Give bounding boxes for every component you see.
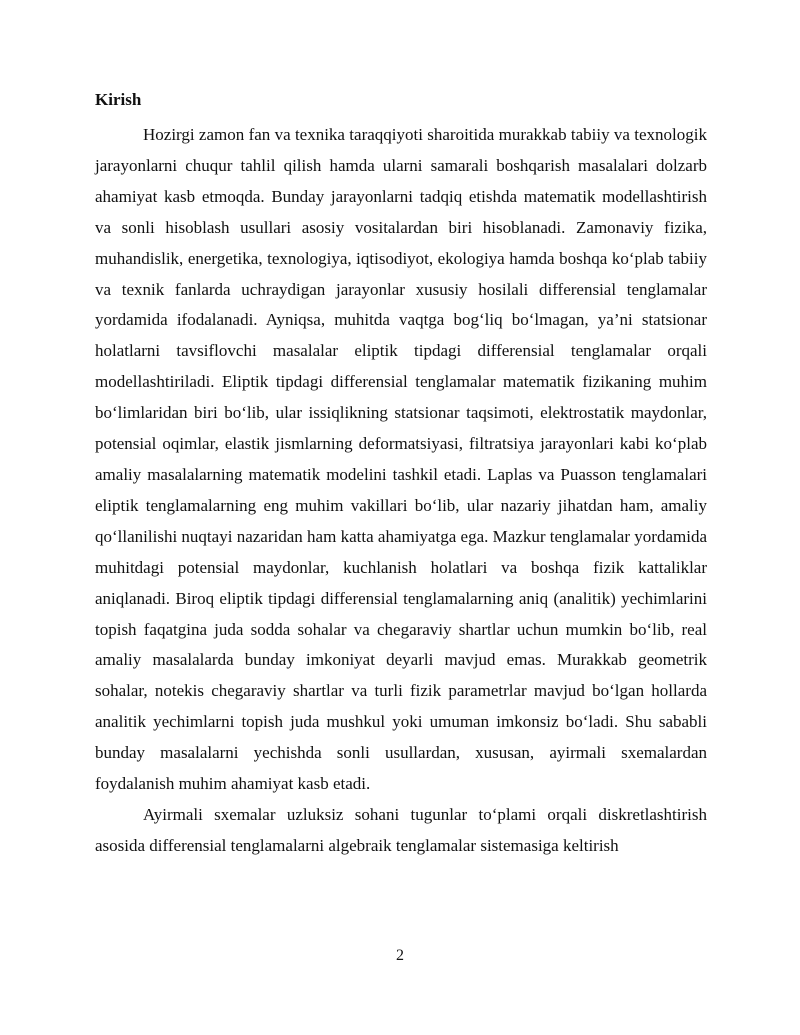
paragraph-1: Hozirgi zamon fan va texnika taraqqiyoti sharoitida murakkab tabiiy va texnologik jarayonlarni chuqur tahlil qilish hamda ularni samarali boshqarish masalalari dolzarb ahamiyat kasb etmoqda. Bunday jarayonlarni tadqiq etishda matematik modellashtirish va sonli hisoblash usullari asosiy vositalardan biri hisoblanadi. Zamonaviy fizika, muhandislik, energetika, texnologiya, iqtisodiyot, ekologiya hamda boshqa ko‘plab tabiiy va texnik fanlarda uchraydigan jarayonlar xususiy hosilali differensial tenglamalar yordamida ifodalanadi. Ayniqsa, muhitda vaqtga bog‘liq bo‘lmagan, ya’ni statsionar holatlarni tavsiflovchi masalalar eliptik tipdagi differensial tenglamalar orqali modellashtiriladi. Eliptik tipdagi differensial tenglamalar matematik fizikaning muhim bo‘limlaridan biri bo‘lib, ular issiqlikning statsionar taqsimoti, elektrostatik maydonlar, potensial oqimlar, elastik jismlarning deformatsiyasi, filtratsiya jarayonlari kabi ko‘plab amaliy masalalarning matematik modelini tashkil etadi. Laplas va Puasson tenglamalari eliptik tenglamalarning eng muhim vakillari bo‘lib, ular nazariy jihatdan ham, amaliy qo‘llanilishi nuqtayi nazaridan ham katta ahamiyatga ega. Mazkur tenglamalar yordamida muhitdagi potensial maydonlar, kuchlanish holatlari va boshqa fizik kattaliklar aniqlanadi. Biroq eliptik tipdagi differensial tenglamalarning aniq (analitik) yechimlarini topish faqatgina juda sodda sohalar va chegaraviy shartlar uchun mumkin bo‘lib, real amaliy masalalarda bunday imkoniyat deyarli mavjud emas. Murakkab geometrik sohalar, notekis chegaraviy shartlar va turli fizik parametrlar mavjud bo‘lgan hollarda analitik yechimlarni topish juda mushkul yoki umuman imkonsiz bo‘ladi. Shu sababli bunday masalalarni yechishda sonli usullardan, xususan, ayirmali sxemalardan foydalanish muhim ahamiyat kasb etadi.	[95, 125, 707, 794]
section-heading: Kirish	[95, 90, 142, 109]
body-text	[95, 120, 707, 862]
paragraph-2: Ayirmali sxemalar uzluksiz sohani tugunlar to‘plami orqali diskretlashtirish asosida differensial tenglamalarni algebraik tenglamalar sistemasiga keltirish	[95, 804, 707, 855]
page-number: 2	[396, 947, 404, 964]
